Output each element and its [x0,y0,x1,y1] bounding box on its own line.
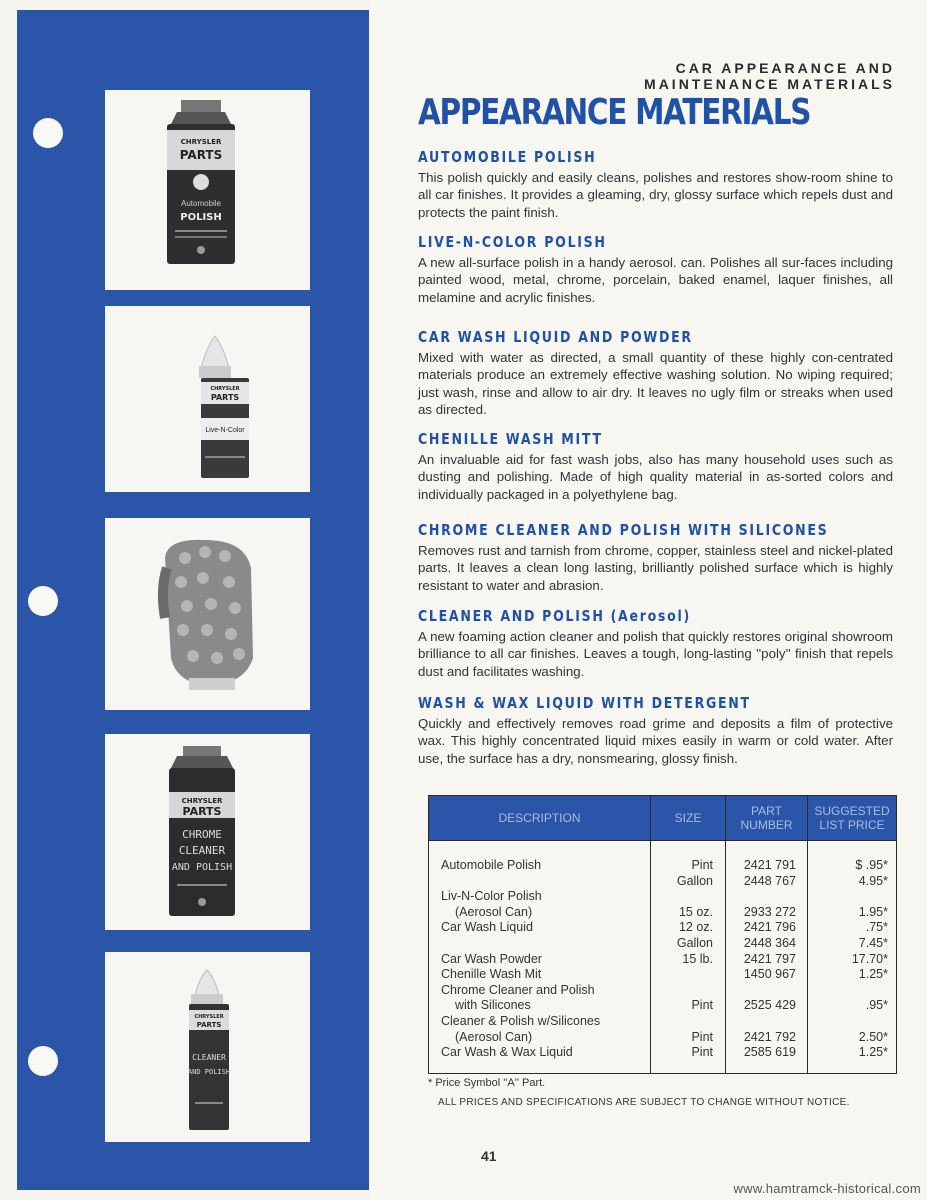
price-table-header [428,795,897,841]
row-list-price: 17.70* [851,951,888,966]
col-header-description: DESCRIPTION [429,796,651,840]
can-brand: CHRYSLER [210,386,240,392]
row-part-number: 2525 429 [743,998,796,1013]
row-part-number: 2421 791 [743,858,796,872]
cleaner-polish-can-image [105,952,310,1142]
part-header-line2: NUMBER [740,818,793,832]
section-chenille-mitt [418,430,893,503]
row-description: with Silicones [455,998,531,1013]
section-heading: CHENILLE WASH MITT [418,430,603,448]
can-line1: Live-N-Color [205,427,245,434]
col-header-size: SIZE [651,796,726,840]
can-line2: POLISH [180,212,222,223]
section-heading: AUTOMOBILE POLISH [418,148,597,166]
row-size: 15 lb. [682,951,713,966]
can-line2: AND POLISH [187,1068,231,1076]
can-brand: CHRYSLER [181,797,223,805]
product-photo-automobile-polish [105,90,310,290]
row-list-price: .95* [865,998,888,1013]
row-size: Pint [691,858,713,872]
row-description: (Aerosol Can) [455,1029,533,1044]
can-brand: CHRYSLER [194,1014,224,1020]
section-cleaner-polish [418,607,893,680]
can-line2: CLEANER [178,844,226,857]
row-part-number: 2585 619 [743,1045,796,1060]
section-live-n-color [418,233,893,306]
can-mark: PARTS [210,393,240,402]
page-title: APPEARANCE MATERIALS [418,92,811,133]
can-line1: Automobile [180,199,222,208]
can-mark: PARTS [196,1021,222,1029]
can-mark: PARTS [179,148,223,162]
live-n-color-can-image [105,306,310,492]
left-sidebar [0,0,370,1200]
row-list-price: 4.95* [858,873,888,888]
row-description: Chenille Wash Mit [441,967,542,982]
section-heading: WASH & WAX LIQUID WITH DETERGENT [418,694,751,712]
section-text: This polish quickly and easily cleans, polishes and restores show-room shine to all car finishes. It provides a gleaming, dry, glossy surface which repels dust and protects the paint finish. [418,170,893,220]
product-photo-chrome-cleaner [105,734,310,930]
row-part-number: 1450 967 [743,967,796,982]
product-photo-live-n-color [105,306,310,492]
chrome-cleaner-can-image [105,734,310,930]
part-header-line1: PART [751,804,782,818]
can-mark: PARTS [182,805,222,818]
section-wash-wax [418,694,893,767]
section-heading: CHROME CLEANER AND POLISH WITH SILICONES [418,521,829,539]
chenille-mitt-image [105,518,310,710]
row-list-price: 1.25* [858,1045,888,1060]
row-description: Cleaner & Polish w/Silicones [441,1014,601,1028]
section-text: An invaluable aid for fast wash jobs, also has many household uses such as dusting and polishing. Made of high quality material in as-sorted colors and individually packaged in a polyethylene bag. [418,452,893,502]
row-size: Pint [691,1045,713,1060]
row-size: Gallon [676,936,713,950]
row-size: Pint [691,998,713,1013]
row-description: Chrome Cleaner and Polish [441,982,595,997]
row-description: (Aerosol Can) [455,904,533,919]
row-description: Car Wash Liquid [441,920,533,935]
section-text: A new all-surface polish in a handy aerosol. can. Polishes all sur-faces including painted wood, metal, chrome, porcelain, baked enamel, laquer finishes, all melamine and acrylic finishes. [418,255,893,305]
product-photo-chenille-mitt [105,518,310,710]
price-header-line1: SUGGESTED [814,804,890,818]
row-list-price: 7.45* [858,936,888,950]
section-heading: CAR WASH LIQUID AND POWDER [418,328,693,346]
row-description: Car Wash Powder [441,951,542,966]
can-brand: CHRYSLER [180,138,222,146]
category-header-line2: MAINTENANCE MATERIALS [644,76,895,92]
automobile-polish-can-image [105,90,310,290]
row-description: Car Wash & Wax Liquid [441,1045,573,1060]
row-part-number: 2448 364 [743,936,796,950]
section-automobile-polish [418,148,893,221]
row-size: 12 oz. [678,920,713,935]
price-footnote: * Price Symbol ''A'' Part. [428,1077,546,1089]
row-size: Pint [691,1029,713,1044]
can-line1: CLEANER [192,1053,226,1062]
row-list-price: 2.50* [858,1029,888,1044]
section-heading: CLEANER AND POLISH (Aerosol) [418,607,691,625]
row-description: Liv-N-Color Polish [441,889,542,904]
page-number: 41 [481,1148,497,1164]
can-line1: CHROME [182,828,222,841]
binder-hole-bottom [28,1046,58,1076]
can-line3: AND POLISH [171,862,233,873]
section-heading: LIVE-N-COLOR POLISH [418,233,607,251]
row-list-price: $ .95* [855,858,888,872]
col-header-list-price [808,796,896,840]
row-part-number: 2421 792 [743,1029,796,1044]
category-header-line1: CAR APPEARANCE AND [675,60,895,76]
row-part-number: 2421 796 [743,920,796,935]
price-header-line2: LIST PRICE [819,818,885,832]
watermark: www.hamtramck-historical.com [733,1181,921,1196]
category-header [644,60,895,92]
row-part-number: 2448 767 [743,873,796,888]
row-list-price: 1.95* [858,904,888,919]
section-text: Mixed with water as directed, a small quantity of these highly con-centrated materials produce an extremely effective washing solution. No wiping required; just wash, rinse and allow to air dry. It leaves no ugly film or streaks when used as directed. [418,350,893,417]
section-text: A new foaming action cleaner and polish that quickly restores original showroom brilliance to all car finishes. Leaves a tough, long-lasting ''poly'' finish that repels dust and facilitates washing. [418,629,893,679]
section-car-wash [418,328,893,418]
section-text: Removes rust and tarnish from chrome, copper, stainless steel and nickel-plated parts. It leaves a clean long lasting, brilliantly polished surface which is highly resistant to water and abrasion. [418,543,893,593]
product-photo-cleaner-polish [105,952,310,1142]
row-size: 15 oz. [678,904,713,919]
price-notice: ALL PRICES AND SPECIFICATIONS ARE SUBJECT TO CHANGE WITHOUT NOTICE. [438,1097,850,1108]
row-description: Automobile Polish [441,858,542,872]
binder-hole-top [33,118,63,148]
binder-hole-middle [28,586,58,616]
row-list-price: 1.25* [858,967,888,982]
section-text: Quickly and effectively removes road grime and deposits a film of protective wax. This highly concentrated liquid mixes easily in warm or cold water. After use, the surface has a dry, nonsmearing, glossy finish. [418,716,893,766]
row-part-number: 2421 797 [743,951,796,966]
section-chrome-cleaner [418,521,893,594]
row-part-number: 2933 272 [743,904,796,919]
price-table-body [428,841,897,1074]
col-header-part-number [726,796,808,840]
row-list-price: .75* [865,920,888,935]
row-size: Gallon [676,873,713,888]
